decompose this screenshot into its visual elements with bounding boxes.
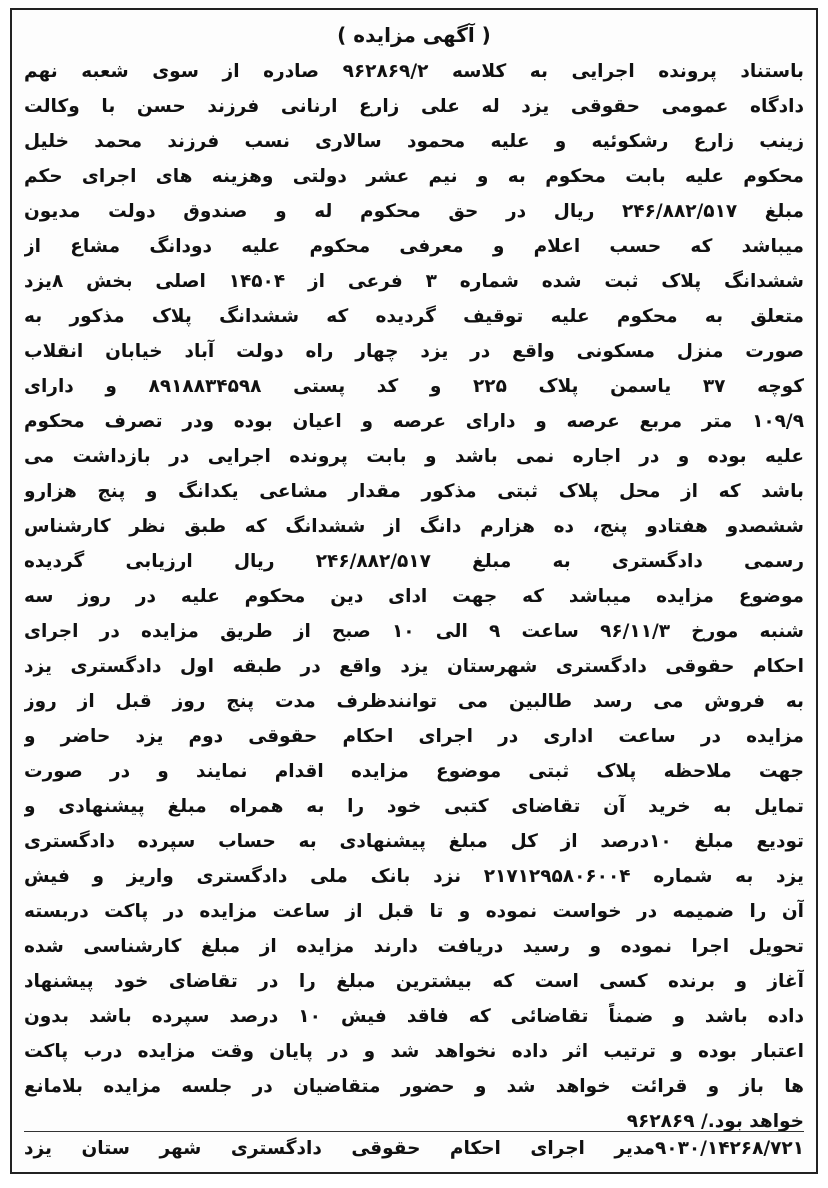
- notice-line: محکوم علیه بابت محکوم به و نیم عشر دولتی وهزینه های اجرای حکم: [24, 166, 804, 187]
- notice-line: یزد به شماره ۲۱۷۱۲۹۵۸۰۶۰۰۴ نزد بانک ملی دادگستری واریز و فیش: [24, 866, 804, 887]
- notice-line: اعتبار بوده و ترتیب اثر داده نخواهد شد و در پایان وقت مزایده درب پاکت: [24, 1041, 804, 1062]
- notice-line: به فروش می رسد طالبین می توانندظرف مدت پنج روز قبل از روز: [24, 691, 804, 712]
- notice-line: آغاز و برنده کسی است که بیشترین مبلغ را در تقاضای خود پیشنهاد: [24, 971, 804, 992]
- notice-line: موضوع مزایده میباشد که جهت ادای دین محکوم علیه در روز سه: [24, 586, 804, 607]
- notice-line: آن را ضمیمه در خواست نموده و تا قبل از ساعت مزایده در پاکت دربسته: [24, 901, 804, 922]
- notice-line: تحویل اجرا نموده و رسید دریافت دارند مزایده از مبلغ کارشناسی شده: [24, 936, 804, 957]
- notice-line: مزایده در ساعت اداری در اجرای احکام حقوقی دوم یزد حاضر و: [24, 726, 804, 747]
- notice-line: جهت ملاحظه پلاک ثبتی موضوع مزایده اقدام نمایند و در صورت: [24, 761, 804, 782]
- notice-line: باشد که از محل پلاک ثبتی مذکور مقدار مشاعی یکدانگ و پنج هزارو: [24, 481, 804, 502]
- notice-line: میباشد که حسب اعلام و معرفی محکوم علیه دودانگ مشاع از: [24, 236, 804, 257]
- notice-line: علیه بوده و در اجاره نمی باشد و بابت پرونده اجرایی در بازداشت می: [24, 446, 804, 467]
- notice-line: زینب زارع رشکوئیه و علیه محمود سالاری نسب فرزند محمد خلیل: [24, 131, 804, 152]
- notice-line: توديع مبلغ ۱۰درصد از کل مبلغ پیشنهادی به حساب سپرده دادگستری: [24, 831, 804, 852]
- notice-line: احکام حقوقی دادگستری شهرستان یزد واقع در طبقه اول دادگستری یزد: [24, 656, 804, 677]
- auction-notice: [10, 8, 818, 1174]
- notice-line: ۱۰۹/۹ متر مربع عرصه و دارای عرصه و اعیان بوده ودر تصرف محکوم: [24, 411, 804, 432]
- notice-body: [24, 54, 804, 1139]
- notice-line: شنبه مورخ ۹۶/۱۱/۳ ساعت ۹ الی ۱۰ صبح از طریق مزایده در اجرای: [24, 621, 804, 642]
- notice-line: رسمی دادگستری به مبلغ ۲۴۶/۸۸۲/۵۱۷ ریال ارزیابی گردیده: [24, 551, 804, 572]
- notice-line: داده باشد و ضمناً تقاضائی که فاقد فیش ۱۰ درصد سپرده باشد بدون: [24, 1006, 804, 1027]
- notice-line: صورت منزل مسکونی واقع در یزد چهار راه دولت آباد خیابان انقلاب: [24, 341, 804, 362]
- notice-line: ششدانگ پلاک ثبت شده شماره ۳ فرعی از ۱۴۵۰۴ اصلی بخش ۸یزد: [24, 271, 804, 292]
- notice-line: مبلغ ۲۴۶/۸۸۲/۵۱۷ ریال در حق محکوم له و صندوق دولت مدیون: [24, 201, 804, 222]
- notice-title: ( آگهی مزایده ): [337, 23, 491, 47]
- notice-line: ششصدو هفتادو پنج، ده هزارم دانگ از ششدانگ که طبق نظر کارشناس: [24, 516, 804, 537]
- notice-line: باستناد پرونده اجرایی به کلاسه ۹۶۲۸۶۹/۲ صادره از سوی شعبه نهم: [24, 61, 804, 82]
- notice-line: ها باز و قرائت خواهد شد و حضور متقاضیان در جلسه مزایده بلامانع: [24, 1076, 804, 1097]
- notice-line: تمایل به خرید آن تقاضای کتبی خود را به همراه مبلغ پیشنهادی و: [24, 796, 804, 817]
- notice-line: خواهد بود./ ۹۶۲۸۶۹: [626, 1111, 804, 1132]
- notice-line: کوچه ۳۷ یاسمن پلاک ۲۲۵ و کد پستی ۸۹۱۸۸۳۴۵۹۸ و دارای: [24, 376, 804, 397]
- notice-line: دادگاه عمومی حقوقی یزد له علی زارع ارنانی فرزند حسن با وکالت: [24, 96, 804, 117]
- notice-footer: ۹۰۳۰/۱۴۲۶۸/۷۲۱مدیر اجرای احکام حقوقی دادگستری شهر ستان یزد: [24, 1131, 804, 1166]
- notice-line: متعلق به محکوم علیه توقیف گردیده که ششدانگ پلاک مذکور به: [24, 306, 804, 327]
